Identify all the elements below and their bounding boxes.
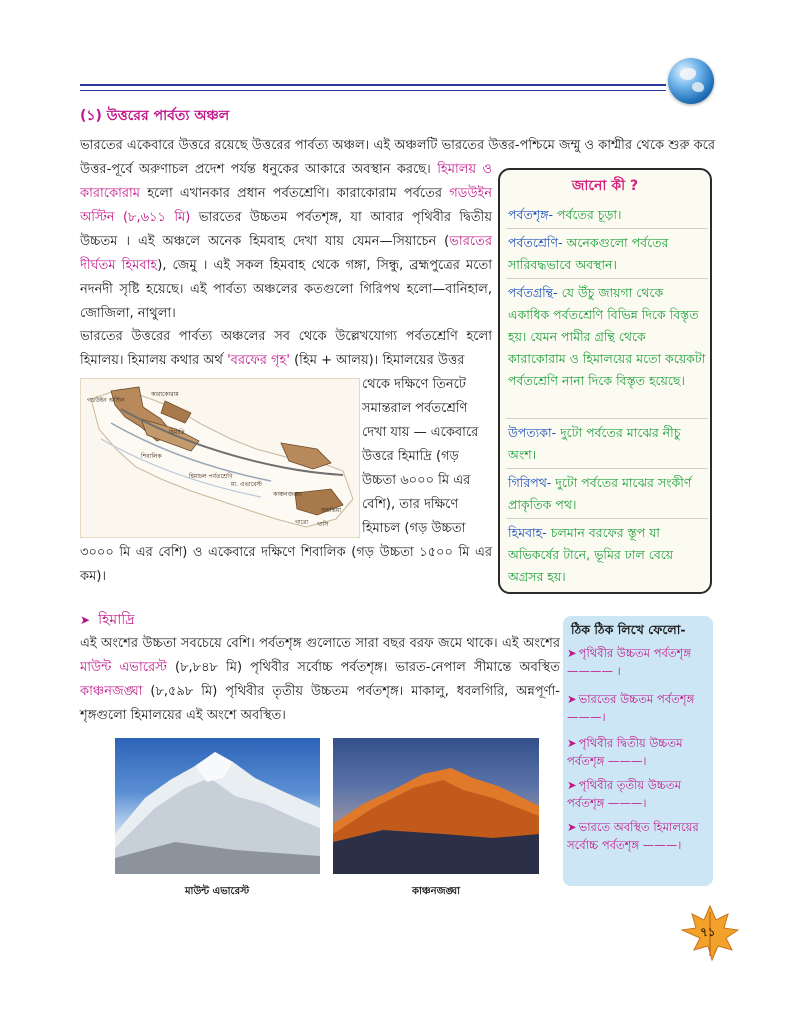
know-desc-peak: পর্বতের চূড়া।	[553, 207, 622, 222]
bullet-arrow-icon: ➤	[567, 692, 577, 706]
himadri-heading-text: হিমাদ্রি	[98, 612, 135, 628]
know-desc-pass: দুটো পর্বতের মাঝের সংকীর্ণ প্রাকৃতিক পথ।	[508, 475, 692, 512]
know-item-glacier	[508, 522, 706, 588]
fill-in-item	[567, 644, 709, 680]
know-divider	[506, 228, 708, 229]
map-label-everest: মা. এভারেস্ট	[231, 481, 262, 488]
section-heading: (১) উত্তরের পার্বত্য অঞ্চল	[80, 108, 230, 124]
know-divider	[506, 418, 708, 419]
fill-in-text: পৃথিবীর উচ্চতম পর্বতশৃঙ্গ ———— ।	[567, 646, 691, 678]
map-label-godwin-austen: গডউইন অস্টিন	[87, 397, 125, 404]
globe-icon	[668, 58, 714, 104]
kanchenjunga-photo	[333, 738, 539, 874]
paragraph-himalaya	[80, 325, 492, 373]
did-you-know-box	[498, 168, 712, 594]
know-divider	[506, 278, 708, 279]
know-term-valley: উপত্যকা-	[508, 425, 557, 440]
highlight-everest: মাউন্ট এভারেস্ট	[80, 660, 167, 675]
highlight-godwin-austen: গডউইন অস্টিন (৮,৬১১ মি)	[80, 186, 492, 225]
fill-in-text: ভারতের উচ্চতম পর্বতশৃঙ্গ ———।	[567, 692, 695, 724]
himalaya-text-1: ভারতের উত্তরের পার্বত্য অঞ্চলের সব থেকে উল্লেখযোগ্য পর্বতশ্রেণি হলো হিমালয়। হিমালয় কথার অর্থ	[80, 329, 492, 368]
fill-in-box	[563, 616, 713, 886]
intro-text-4: ), জেমু । এই সকল হিমবাহ থেকে গঙ্গা, সিন্ধু, ব্রহ্মপুত্রের মতো নদনদী সৃষ্টি হয়েছে। এই পার্বত্য অঞ্চলের কতগুলো গিরিপথ হলো—বানিহাল, জোজিলা, নাথুলা।	[80, 258, 492, 321]
bullet-arrow-icon: ➤	[567, 820, 577, 834]
fill-in-item	[567, 734, 709, 770]
know-item-valley	[508, 422, 706, 466]
intro-text-2: হলো এখানকার প্রধান পর্বতশ্রেণি। কারাকোরাম পর্বতের	[140, 186, 450, 201]
know-term-knot: পর্বতগ্রন্থি-	[508, 285, 558, 300]
himadri-text-1: এই অংশের উচ্চতা সবচেয়ে বেশি। পর্বতশৃঙ্গ গুলোতে সারা বছর বরফ জমে থাকে। এই অংশের	[80, 636, 560, 651]
fill-in-item	[567, 690, 709, 726]
bullet-arrow-icon: ➤	[567, 778, 577, 792]
map-label-jaintia: জয়ন্তিয়া	[321, 507, 342, 514]
map-label-kanchenjunga: কাঞ্চনজঙ্ঘা	[273, 491, 302, 498]
kanchenjunga-mountain-graphic	[333, 738, 539, 874]
map-label-himachal: হিমাচল পর্বতশ্রেণি	[189, 473, 233, 480]
himadri-text-3: (৮,৫৯৮ মি) পৃথিবীর তৃতীয় উচ্চতম পর্বতশৃঙ্গ। মাকালু, ধবলগিরি, অন্নপূর্ণা-শৃঙ্গগুলো হিমালয়ের এই অংশে অবস্থিত।	[80, 684, 560, 723]
bullet-arrow-icon: ➤	[567, 736, 577, 750]
header-rule-bottom	[80, 90, 666, 91]
himadri-text-2: (৮,৮৪৮ মি) পৃথিবীর সর্বোচ্চ পর্বতশৃঙ্গ। ভারত-নেপাল সীমান্তে অবস্থিত	[166, 660, 560, 675]
intro-text-1: উত্তর-পূর্বে অরুণাচল প্রদেশ পর্যন্ত ধনুকের আকারে অবস্থান করছে।	[80, 162, 438, 177]
photo-caption-everest: মাউন্ট এভারেস্ট	[185, 886, 250, 897]
fill-in-item	[567, 776, 709, 812]
know-desc-range: অনেকগুলো পর্বতের সারিবদ্ধভাবে অবস্থান।	[508, 235, 669, 272]
did-you-know-title: জানো কী ?	[571, 178, 639, 194]
bullet-arrow-icon: ➤	[80, 613, 91, 627]
know-term-peak: পর্বতশৃঙ্গ-	[508, 207, 554, 222]
map-label-himadri: হিমাদ্রি	[169, 429, 185, 436]
know-item-knot	[508, 282, 706, 392]
map-label-khasi: খাসি	[317, 521, 329, 528]
himalaya-text-2: (হিম + আলয়)। হিমালয়ের উত্তর	[289, 353, 465, 368]
fill-in-text: ভারতে অবস্থিত হিমালয়ের সর্বোচ্চ পর্বতশৃঙ্গ ———।	[567, 820, 699, 852]
know-term-pass: গিরিপথ-	[508, 475, 552, 490]
know-term-range: পর্বতশ্রেণি-	[508, 235, 563, 250]
know-desc-valley: দুটো পর্বতের মাঝের নীচু অংশ।	[508, 425, 681, 462]
highlight-kanchenjunga: কাঞ্চনজঙ্ঘা	[80, 684, 143, 699]
everest-mountain-graphic	[115, 738, 320, 874]
map-label-garo: গারো	[295, 519, 309, 526]
bullet-arrow-icon: ➤	[567, 646, 577, 660]
paragraph-himadri	[80, 632, 560, 728]
paragraph-intro-line: ভারতের একেবারে উত্তরে রয়েছে উত্তরের পার্বত্য অঞ্চল। এই অঞ্চলটি ভারতের উত্তর-পশ্চিমে জম্মু ও কাশ্মীর থেকে শুরু করে	[80, 138, 716, 153]
know-divider	[506, 518, 708, 519]
page-number: ৭১	[700, 925, 716, 939]
intro-text-3: ভারতের উচ্চতম পর্বতশৃঙ্গ, যা আবার পৃথিবীর দ্বিতীয় উচ্চতম । এই অঞ্চলে অনেক হিমবাহ দেখা যায় যেমন—সিয়াচেন (	[80, 210, 492, 249]
map-label-shivalik: শিবালিক	[141, 453, 162, 460]
know-divider	[506, 468, 708, 469]
highlight-longest-glacier: ভারতের দীর্ঘতম হিমবাহ	[80, 234, 492, 273]
everest-photo	[115, 738, 320, 874]
fill-in-text: পৃথিবীর তৃতীয় উচ্চতম পর্বতশৃঙ্গ ———।	[567, 778, 682, 810]
know-item-range	[508, 232, 706, 276]
highlight-house-of-snow: 'বরফের গৃহ'	[227, 353, 290, 368]
himadri-heading	[80, 608, 135, 632]
know-desc-glacier: চলমান বরফের স্তূপ যা অভিকর্ষের টানে, ভূমির ঢাল বেয়ে অগ্রসর হয়।	[508, 525, 674, 584]
paragraph-intro	[80, 158, 492, 326]
know-item-pass	[508, 472, 706, 516]
know-desc-knot: যে উঁচু জায়গা থেকে একাধিক পর্বতশ্রেণি বিভিন্ন দিকে বিস্তৃত হয়। যেমন পামীর গ্রন্থি থেকে কারাকোরাম ও হিমালয়ের মতো কয়েকটা পর্বতশ্রেণি নানা দিকে বিস্তৃত হয়েছে।	[508, 285, 706, 388]
photo-caption-kanchenjunga: কাঞ্চনজঙ্ঘা	[412, 886, 461, 897]
map-label-karakoram: কারাকোরাম	[151, 391, 179, 398]
know-term-glacier: হিমবাহ-	[508, 525, 547, 540]
header-rule-top	[80, 84, 666, 86]
himalaya-map	[80, 378, 360, 538]
highlight-himalaya-karakoram: হিমালয় ও কারাকোরাম	[80, 162, 492, 201]
paragraph-himalaya-tail: ৩০০০ মি এর বেশি) ও একেবারে দক্ষিণে শিবালিক (গড় উচ্চতা ১৫০০ মি এর কম)।	[80, 545, 492, 584]
paragraph-himalaya-side: থেকে দক্ষিণে তিনটে সমান্তরাল পর্বতশ্রেণি দেখা যায় — একেবারে উত্তরে হিমাদ্রি (গড় উচ্চতা ৬০০০ মি এর বেশি), তার দক্ষিণে হিমাচল (গড় উচ্চতা	[362, 377, 479, 536]
fill-in-text: পৃথিবীর দ্বিতীয় উচ্চতম পর্বতশৃঙ্গ ———।	[567, 736, 683, 768]
fill-in-title: ঠিক ঠিক লিখে ফেলো-	[571, 622, 686, 637]
fill-in-item	[567, 818, 709, 854]
know-item-peak	[508, 204, 706, 226]
